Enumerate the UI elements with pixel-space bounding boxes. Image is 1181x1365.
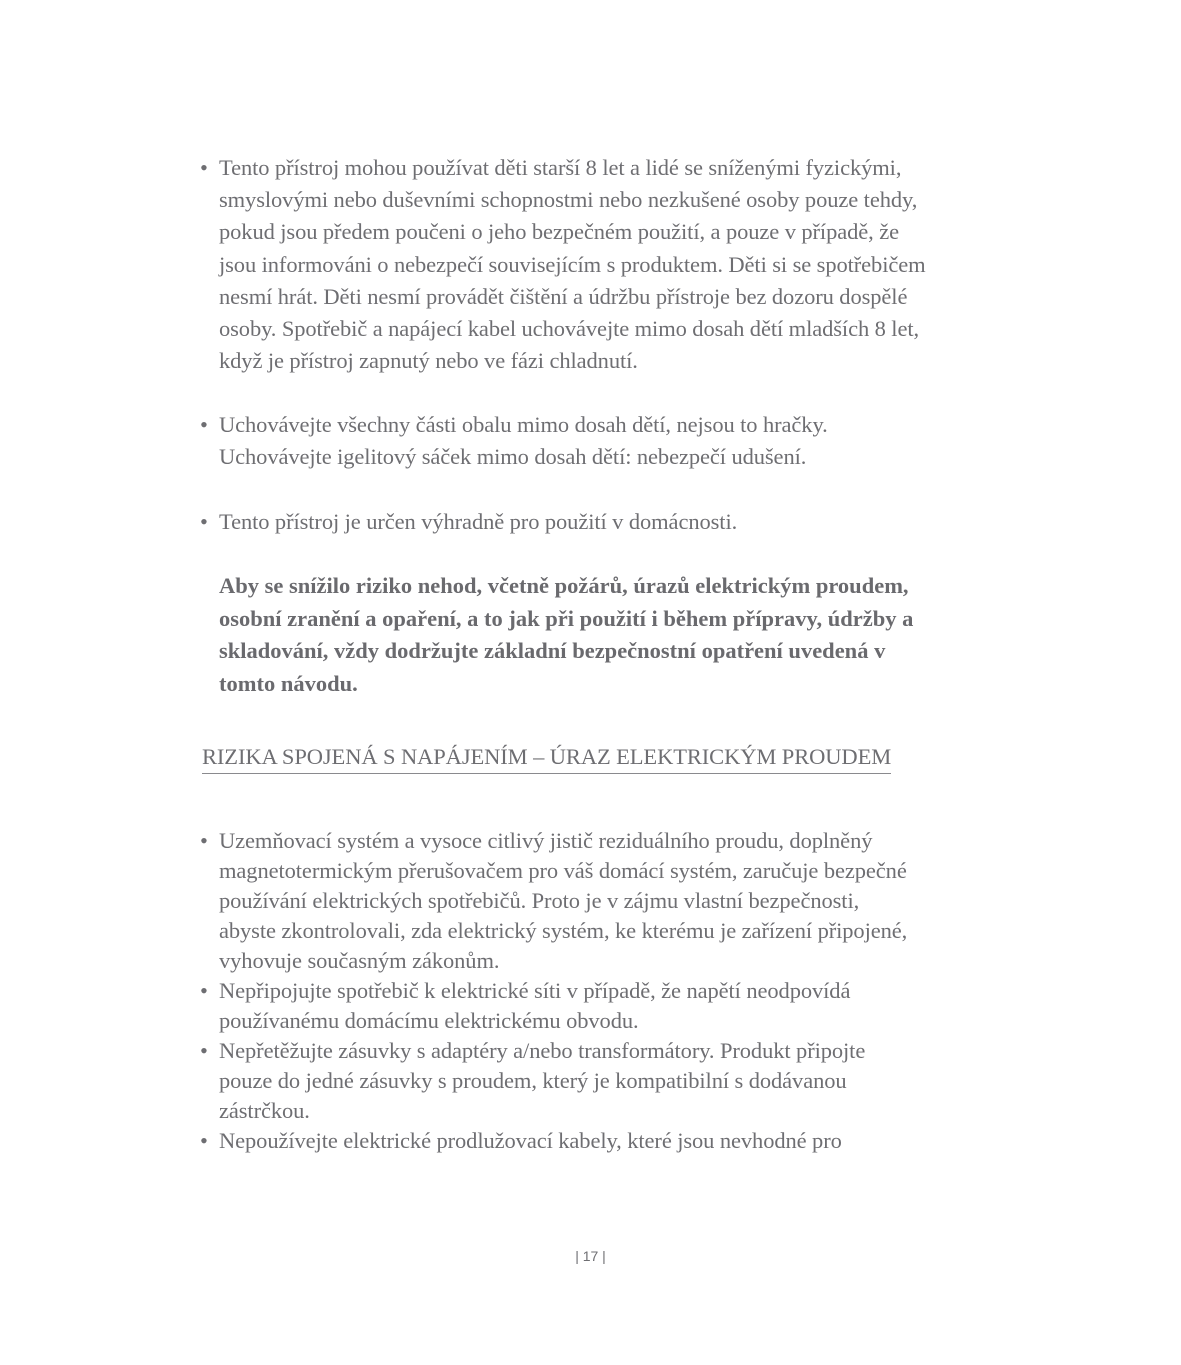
bullet-marker: • xyxy=(200,828,208,853)
bullet-marker: • xyxy=(200,978,208,1003)
safety-warning-paragraph xyxy=(219,570,989,700)
bullet-item-packaging xyxy=(200,409,990,473)
text-line: smyslovými nebo duševními schopnostmi nebo nezkušené osoby pouze tehdy, xyxy=(219,187,918,213)
bullet-item-overload xyxy=(200,1036,990,1126)
text-line: osobní zranění a opaření, a to jak při použití i během přípravy, údržby a xyxy=(219,605,914,631)
text-line: osoby. Spotřebič a napájecí kabel uchovávejte mimo dosah dětí mladších 8 let, xyxy=(219,316,920,342)
section-heading-power-risks: RIZIKA SPOJENÁ S NAPÁJENÍM – ÚRAZ ELEKTRICKÝM PROUDEM xyxy=(202,742,891,774)
text-line: Aby se snížilo riziko nehod, včetně požárů, úrazů elektrickým proudem, xyxy=(219,573,909,598)
bullet-marker: • xyxy=(200,412,208,437)
page-number: | 17 | xyxy=(575,1248,606,1264)
text-line: magnetotermickým přerušovačem pro váš domácí systém, zaručuje bezpečné xyxy=(219,858,907,883)
text-line: Uchovávejte igelitový sáček mimo dosah dětí: nebezpečí udušení. xyxy=(219,444,807,470)
bullet-list-general xyxy=(200,152,990,377)
text-line: Nepřetěžujte zásuvky s adaptéry a/nebo transformátory. Produkt připojte xyxy=(219,1038,866,1063)
text-line: nesmí hrát. Děti nesmí provádět čištění a údržbu přístroje bez dozoru dospělé xyxy=(219,283,908,309)
text-line: skladování, vždy dodržujte základní bezpečnostní opatření uvedená v xyxy=(219,638,886,663)
bullet-marker: • xyxy=(200,1128,208,1153)
text-line: vyhovuje současným zákonům. xyxy=(219,948,500,973)
bullet-item-grounding xyxy=(200,826,990,976)
text-line: Tento přístroj mohou používat děti starší 8 let a lidé se sníženými fyzickými, xyxy=(219,155,902,180)
text-line: Uzemňovací systém a vysoce citlivý jistič reziduálního proudu, doplněný xyxy=(219,828,873,853)
text-line: používanému domácímu elektrickému obvodu. xyxy=(219,1008,639,1033)
bullet-list-household xyxy=(200,506,990,538)
text-line: Nepoužívejte elektrické prodlužovací kabely, které jsou nevhodné pro xyxy=(219,1128,842,1153)
bullet-list-electrical xyxy=(200,826,990,1156)
bullet-item-voltage xyxy=(200,976,990,1036)
bullet-item-children-usage xyxy=(200,152,990,377)
bullet-list-packaging xyxy=(200,409,990,473)
text-line: tomto návodu. xyxy=(219,670,358,696)
bullet-item-extension-cables xyxy=(200,1126,990,1156)
text-line: jsou informováni o nebezpečí souvisejícím s produktem. Děti si se spotřebičem xyxy=(219,251,926,277)
text-line: když je přístroj zapnutý nebo ve fázi chladnutí. xyxy=(219,348,638,374)
text-line: Nepřipojujte spotřebič k elektrické síti v případě, že napětí neodpovídá xyxy=(219,978,851,1003)
bullet-marker: • xyxy=(200,509,208,534)
text-line: abyste zkontrolovali, zda elektrický systém, ke kterému je zařízení připojené, xyxy=(219,918,908,943)
text-line: Tento přístroj je určen výhradně pro použití v domácnosti. xyxy=(219,509,738,534)
bullet-marker: • xyxy=(200,155,208,180)
bullet-marker: • xyxy=(200,1038,208,1063)
text-line: Uchovávejte všechny části obalu mimo dosah dětí, nejsou to hračky. xyxy=(219,412,828,437)
text-line: zástrčkou. xyxy=(219,1098,310,1123)
text-line: pokud jsou předem poučeni o jeho bezpečném použití, a pouze v případě, že xyxy=(219,219,899,245)
text-line: pouze do jedné zásuvky s proudem, který je kompatibilní s dodávanou xyxy=(219,1068,847,1093)
bullet-item-household-use xyxy=(200,506,990,538)
text-line: používání elektrických spotřebičů. Proto je v zájmu vlastní bezpečnosti, xyxy=(219,888,860,913)
